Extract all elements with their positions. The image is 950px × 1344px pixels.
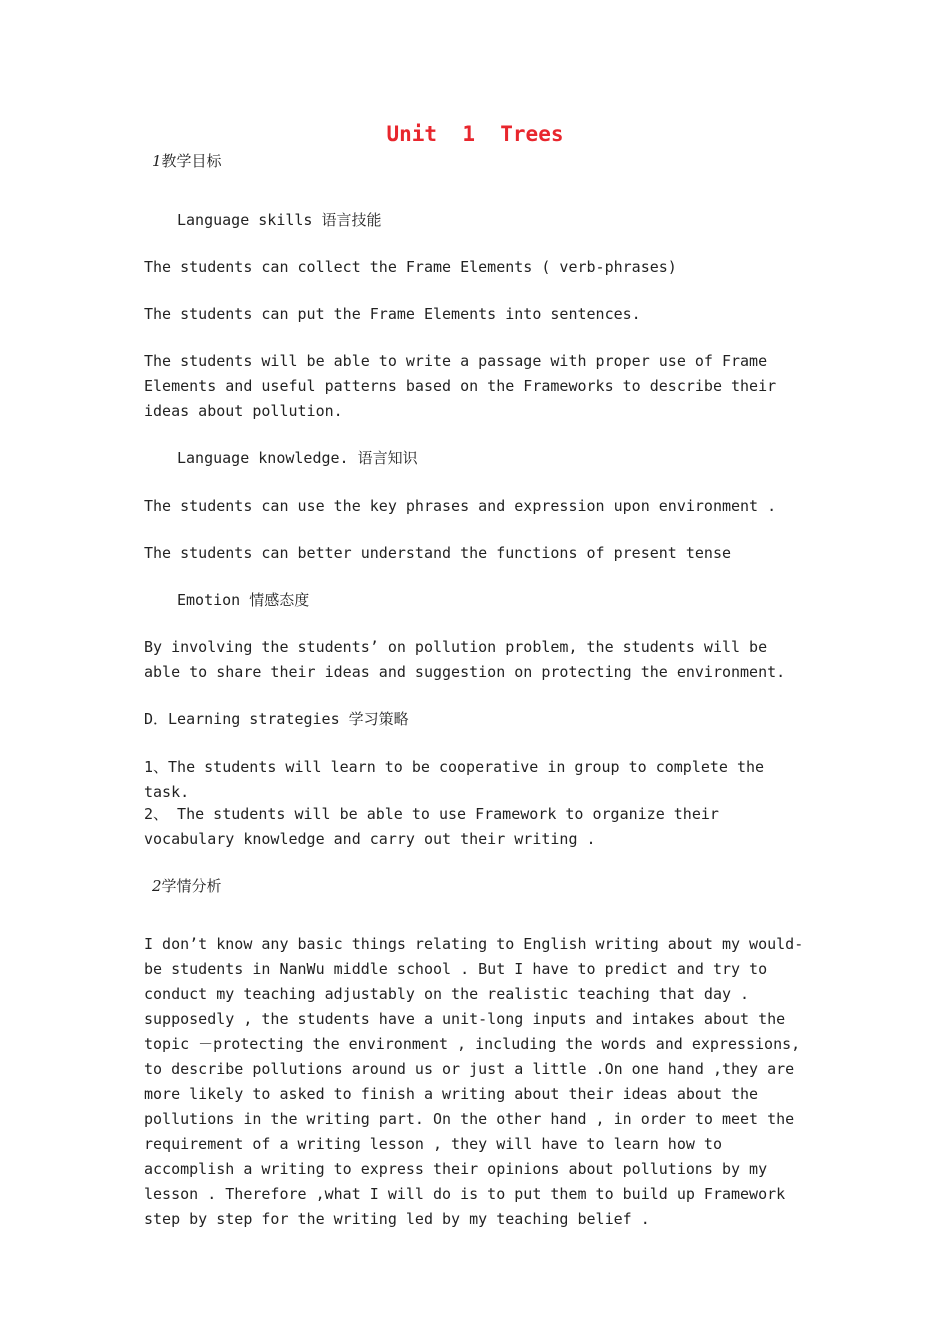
skill-item: The students will be able to write a passage with proper use of Frame Elements and useful patterns based on the Frameworks to describe their ideas about pollution. [144,352,777,420]
subheading-language-knowledge: Language knowledge. 语言知识 [177,449,418,467]
document-title: Unit 1 Trees [386,122,564,146]
section-label: 教学目标 [161,152,222,170]
skill-item: The students can put the Frame Elements into sentences. [144,305,641,323]
section-heading-objectives [152,149,222,174]
section-label: 学情分析 [161,877,222,895]
knowledge-item: The students can better understand the functions of present tense [144,544,731,562]
strategy-item: 1、The students will learn to be cooperative in group to complete the task. [144,758,765,801]
strategy-item: 2、 The students will be able to use Framework to organize their vocabulary knowledge and carry out their writing . [144,805,719,848]
subheading-learning-strategies: D．Learning strategies 学习策略 [144,710,409,728]
subheading-language-skills: Language skills 语言技能 [177,211,382,229]
skill-item: The students can collect the Frame Elements ( verb-phrases) [144,258,677,276]
section-number: 2 [152,877,162,895]
emotion-item: By involving the students’ on pollution problem, the students will be able to share their ideas and suggestion on protecting the environment. [144,638,786,681]
section-heading-analysis [152,874,222,899]
knowledge-item: The students can use the key phrases and expression upon environment . [144,497,777,515]
analysis-paragraph: I don’t know any basic things relating to English writing about my would-be students in NanWu middle school . But I have to predict and try to conduct my teaching adjustably on the realistic teaching that day . supposedly , the students have a unit-long inputs and intakes about the topic －protecting the environment , including the words and expressions, to describe pollutions around us or just a little .On one hand ,they are more likely to asked to finish a writing about their ideas about the pollutions in the writing part. On the other hand , in order to meet the requirement of a writing lesson , they will have to learn how to accomplish a writing to express their opinions about pollutions by my lesson . Therefore ,what I will do is to put them to build up Framework step by step for the writing led by my teaching belief . [144,935,804,1228]
section-number: 1 [152,152,162,170]
subheading-emotion: Emotion 情感态度 [177,591,310,609]
